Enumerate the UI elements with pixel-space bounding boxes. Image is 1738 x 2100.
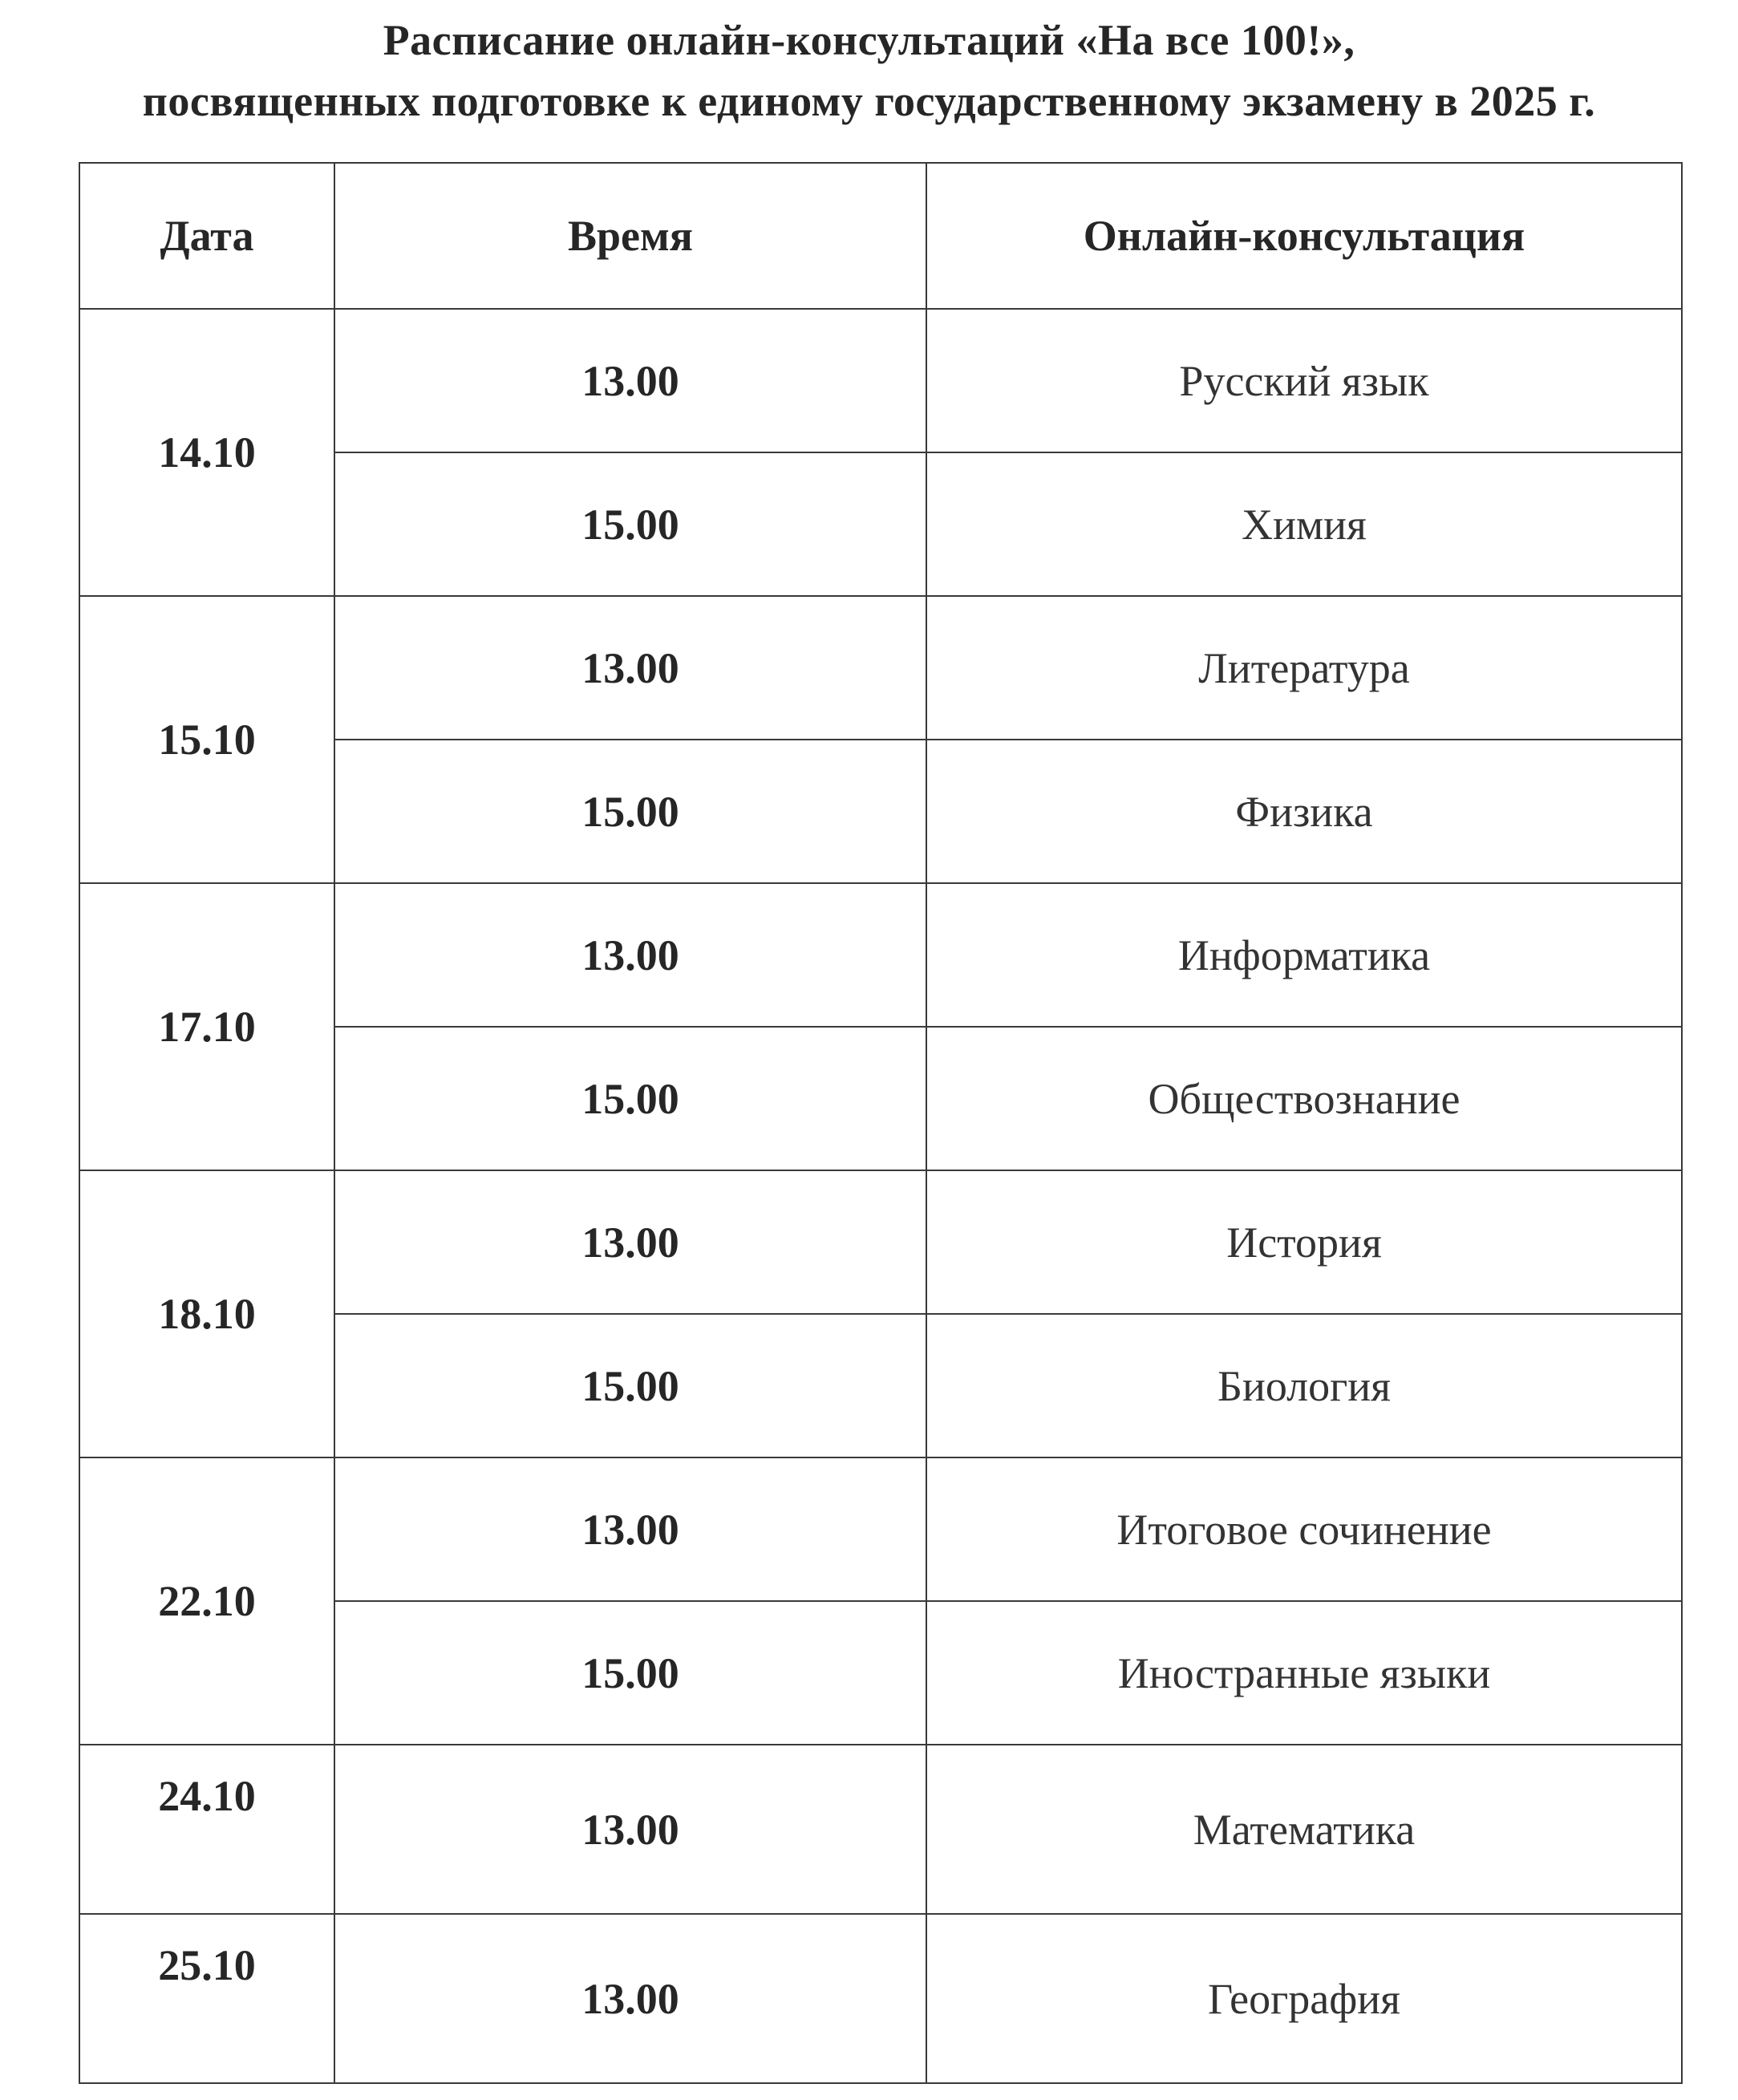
date-cell: 25.10 <box>79 1914 334 2083</box>
table-row <box>79 309 1682 452</box>
time-cell: 15.00 <box>334 1601 926 1745</box>
time-cell: 15.00 <box>334 452 926 596</box>
subject-cell: Обществознание <box>926 1027 1682 1170</box>
time-cell: 15.00 <box>334 740 926 883</box>
table-row <box>79 1170 1682 1314</box>
date-cell: 24.10 <box>79 1745 334 1914</box>
time-cell: 15.00 <box>334 1027 926 1170</box>
subject-cell: Биология <box>926 1314 1682 1457</box>
subject-cell: Литература <box>926 596 1682 740</box>
table-header-row <box>79 163 1682 309</box>
date-cell: 14.10 <box>79 309 334 596</box>
time-cell: 13.00 <box>334 883 926 1027</box>
schedule-table <box>79 162 1683 2084</box>
subject-cell: География <box>926 1914 1682 2083</box>
subject-cell: Итоговое сочинение <box>926 1457 1682 1601</box>
time-cell: 13.00 <box>334 1170 926 1314</box>
table-row <box>79 1745 1682 1914</box>
subject-cell: Физика <box>926 740 1682 883</box>
time-cell: 15.00 <box>334 1314 926 1457</box>
subject-cell: Иностранные языки <box>926 1601 1682 1745</box>
table-row <box>79 1914 1682 2083</box>
subject-cell: Химия <box>926 452 1682 596</box>
table-row <box>79 883 1682 1027</box>
date-cell: 22.10 <box>79 1457 334 1745</box>
time-cell: 13.00 <box>334 1457 926 1601</box>
subject-cell: История <box>926 1170 1682 1314</box>
table-row <box>79 596 1682 740</box>
time-cell: 13.00 <box>334 1745 926 1914</box>
header-date: Дата <box>79 163 334 309</box>
table-row <box>79 1457 1682 1601</box>
date-cell: 15.10 <box>79 596 334 883</box>
time-cell: 13.00 <box>334 309 926 452</box>
subject-cell: Математика <box>926 1745 1682 1914</box>
title-line-2: посвященных подготовке к единому государственному экзамену в 2025 г. <box>142 77 1596 125</box>
subject-cell: Русский язык <box>926 309 1682 452</box>
time-cell: 13.00 <box>334 1914 926 2083</box>
time-cell: 13.00 <box>334 596 926 740</box>
header-time: Время <box>334 163 926 309</box>
subject-cell: Информатика <box>926 883 1682 1027</box>
title-line-1: Расписание онлайн-консультаций «На все 100!», <box>383 16 1355 64</box>
header-subject: Онлайн-консультация <box>926 163 1682 309</box>
date-cell: 18.10 <box>79 1170 334 1457</box>
document-title <box>0 10 1738 132</box>
date-cell: 17.10 <box>79 883 334 1170</box>
